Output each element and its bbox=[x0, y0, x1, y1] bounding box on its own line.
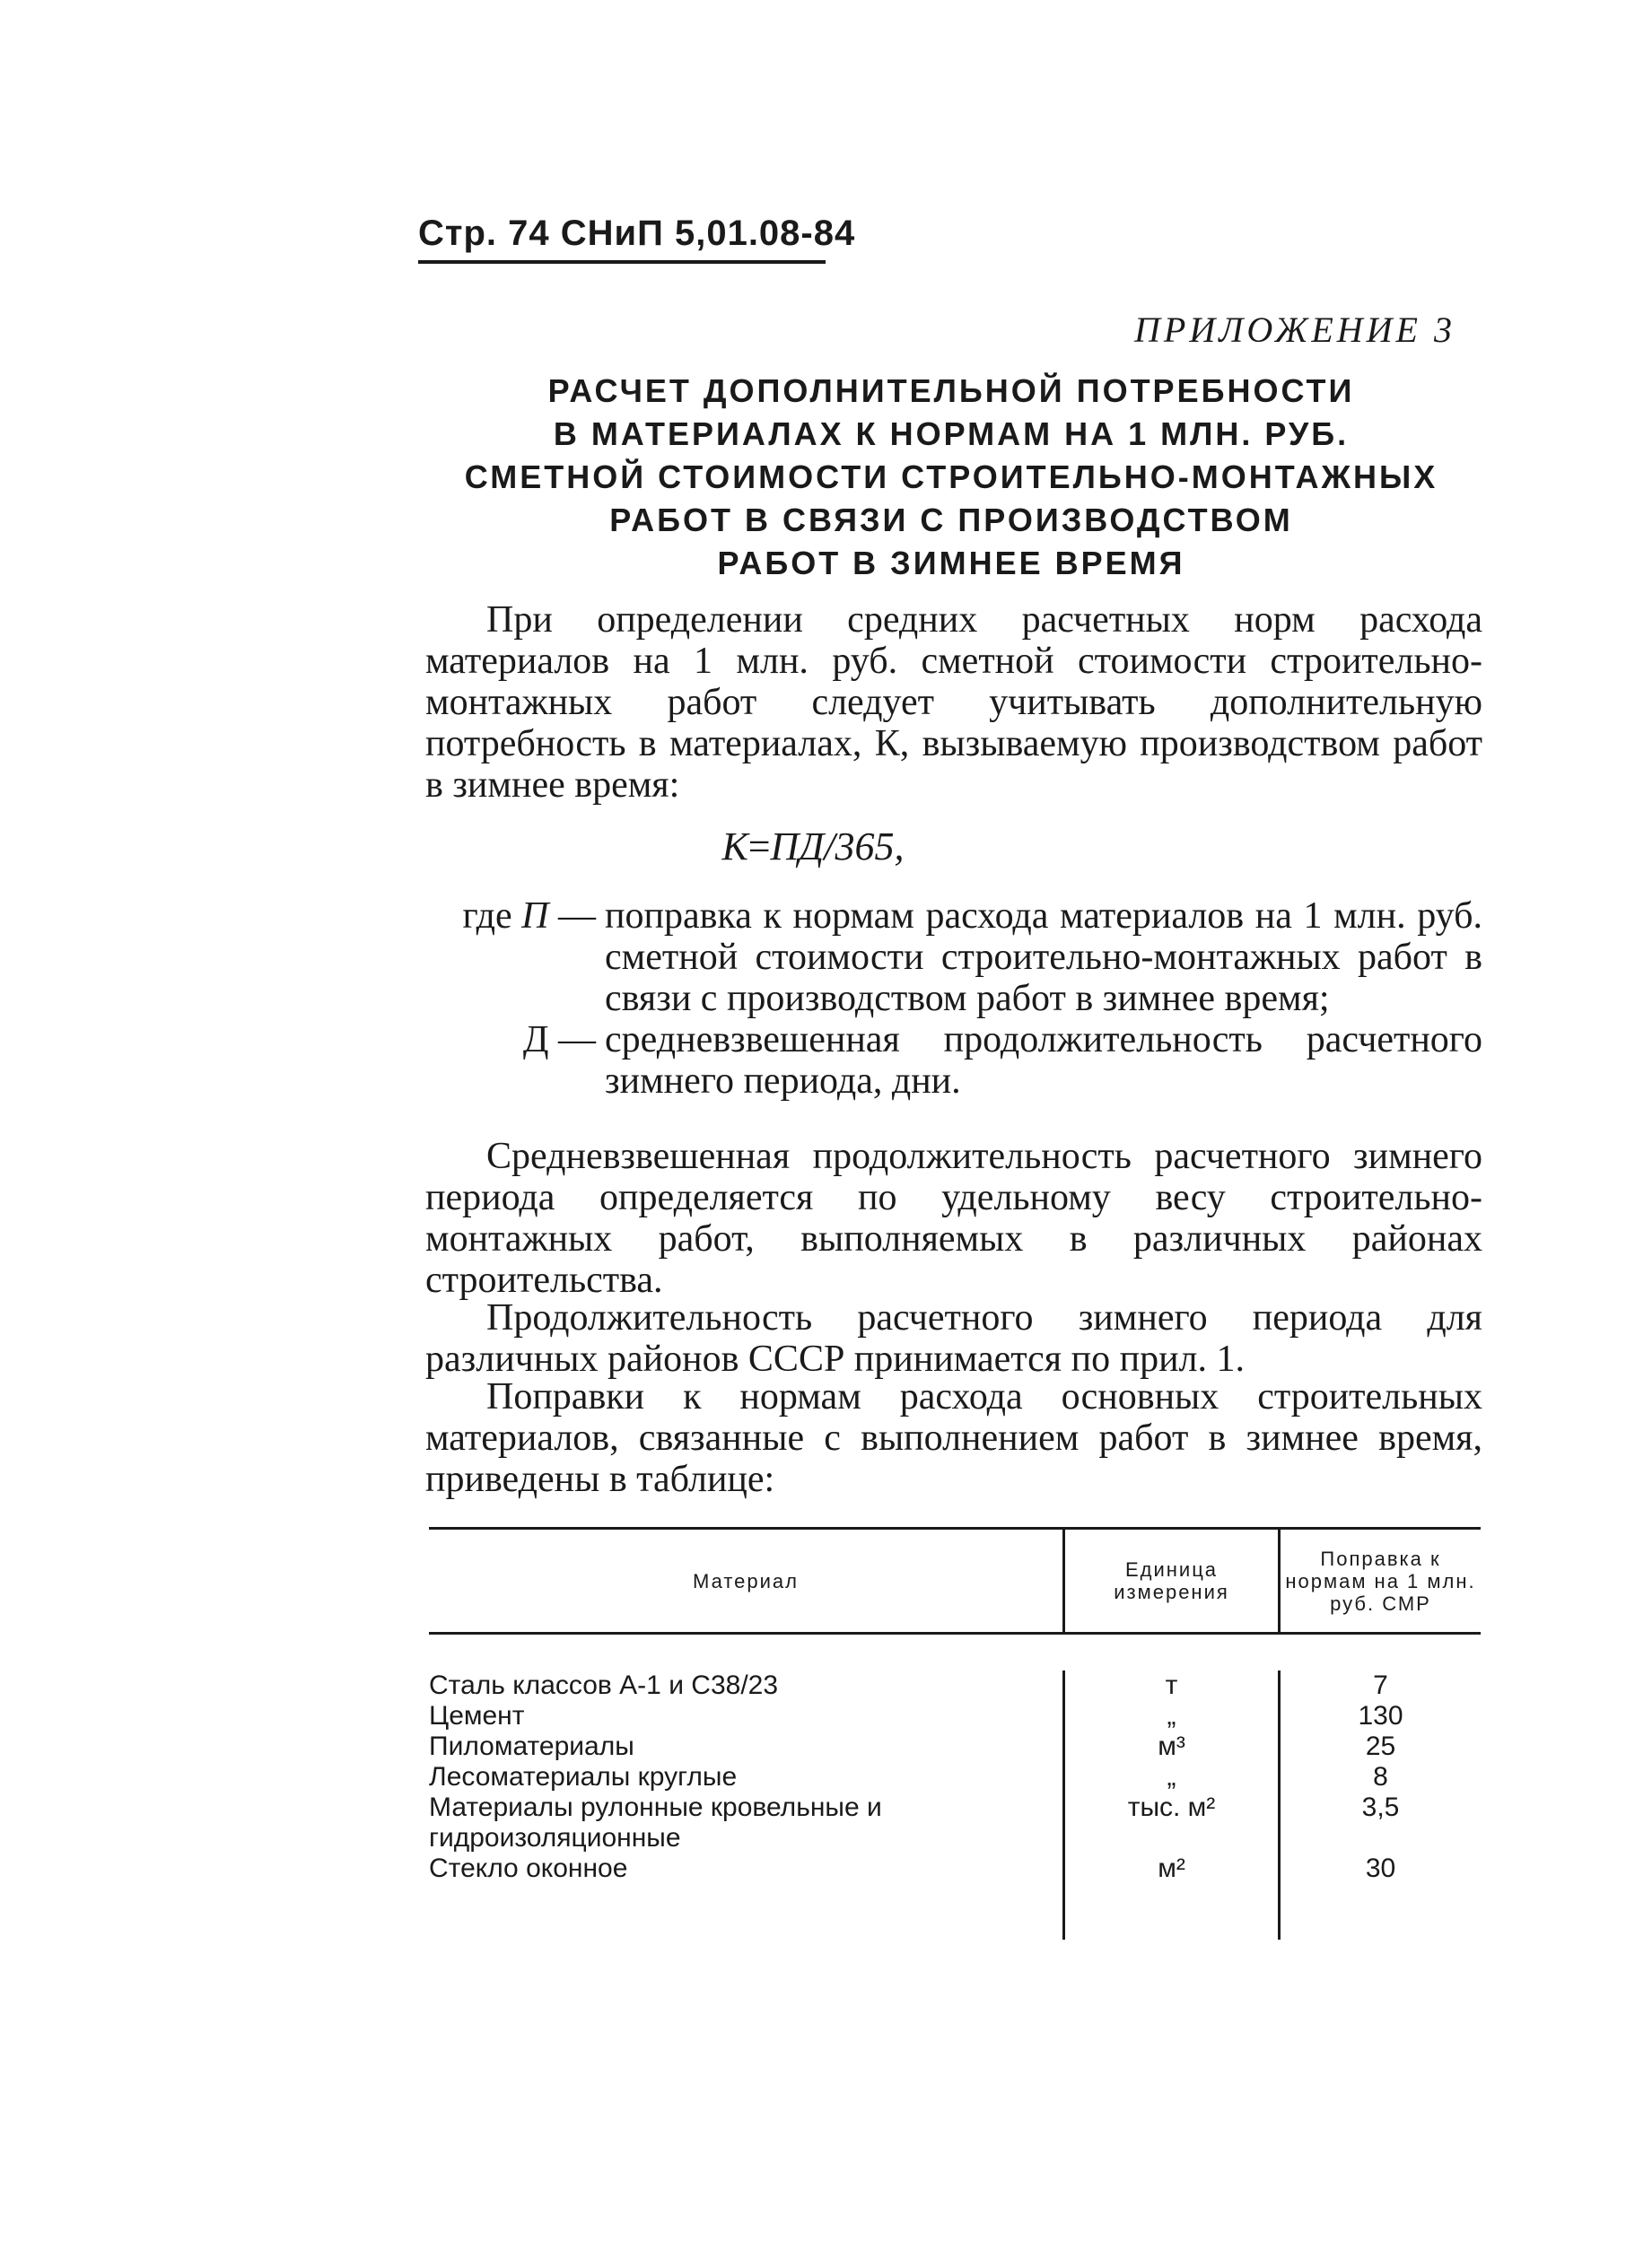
table-cell-material: Лесоматериалы круглые bbox=[429, 1762, 738, 1792]
table-cell-unit: „ bbox=[1167, 1701, 1176, 1731]
definition-term bbox=[425, 895, 605, 1019]
table-cell-unit: м³ bbox=[1158, 1732, 1185, 1761]
definition-dash: — bbox=[548, 895, 596, 937]
definition-prefix: где bbox=[462, 895, 522, 937]
title-line: СМЕТНОЙ СТОИМОСТИ СТРОИТЕЛЬНО-МОНТАЖНЫХ bbox=[464, 458, 1438, 495]
table-cell-unit: „ bbox=[1167, 1762, 1176, 1792]
table-cell-value: 3,5 bbox=[1361, 1793, 1400, 1822]
table-cell-unit: м² bbox=[1158, 1854, 1185, 1883]
definition-symbol: П bbox=[521, 895, 549, 937]
appendix-label: ПРИЛОЖЕНИЕ 3 bbox=[1134, 310, 1456, 350]
formula bbox=[0, 824, 1626, 869]
header-correction: Поправка к нормам на 1 млн. руб. СМР bbox=[1278, 1530, 1481, 1632]
table-cell-material: Сталь классов А-1 и С38/23 bbox=[429, 1670, 779, 1700]
intro-paragraph: При определении средних расчетных норм расхода материалов на 1 млн. руб. сметной стоимости строительно-монтажных работ следует учитывать дополнительную потребность в материалах, К, вызываемую производством работ в зимнее время: bbox=[425, 599, 1482, 806]
header-unit: Единица измерения bbox=[1062, 1530, 1278, 1632]
page-header: Стр. 74 СНиП 5,01.08-84 bbox=[418, 214, 856, 253]
table-cell-material: Цемент bbox=[429, 1701, 525, 1731]
title-line: РАБОТ В СВЯЗИ С ПРОИЗВОДСТВОМ bbox=[609, 502, 1293, 538]
definitions-list bbox=[425, 895, 1482, 1102]
table-cell-value: 30 bbox=[1365, 1854, 1396, 1883]
definition-item bbox=[425, 1019, 1482, 1102]
column-correction bbox=[1278, 1670, 1481, 1940]
paragraph-corrections: Поправки к нормам расхода основных строительных материалов, связанные с выполнением работ в зимнее время, приведены в таблице: bbox=[425, 1376, 1482, 1500]
title-line: РАСЧЕТ ДОПОЛНИТЕЛЬНОЙ ПОТРЕБНОСТИ bbox=[547, 372, 1355, 409]
formula-equals: = bbox=[747, 824, 771, 868]
title-line: В МАТЕРИАЛАХ К НОРМАМ НА 1 МЛН. РУБ. bbox=[553, 415, 1350, 452]
table-cell-value: 25 bbox=[1365, 1732, 1396, 1761]
definition-dash: — bbox=[548, 1019, 596, 1060]
definition-symbol: Д bbox=[522, 1019, 549, 1060]
table-cell-unit: т bbox=[1165, 1670, 1178, 1700]
paragraph-weighted-duration: Средневзвешенная продолжительность расчетного зимнего периода определяется по удельному весу строительно-монтажных работ, выполняемых в различных районах строительства. bbox=[425, 1136, 1482, 1301]
materials-table bbox=[429, 1527, 1481, 1940]
table-cell-material: Пиломатериалы bbox=[429, 1732, 634, 1761]
table-cell-material: Материалы рулонные кровельные и гидроизоляционные bbox=[429, 1793, 882, 1853]
document-title bbox=[422, 370, 1481, 585]
formula-lhs: К bbox=[721, 824, 748, 868]
definition-item bbox=[425, 895, 1482, 1019]
definition-term bbox=[425, 1019, 605, 1102]
header-underline bbox=[418, 260, 826, 264]
table-cell-value: 130 bbox=[1358, 1701, 1403, 1731]
formula-rhs: ПД/365, bbox=[770, 824, 905, 868]
title-line: РАБОТ В ЗИМНЕЕ ВРЕМЯ bbox=[717, 545, 1185, 581]
column-unit bbox=[1062, 1670, 1278, 1940]
column-material bbox=[429, 1670, 1062, 1940]
table-cell-unit: тыс. м² bbox=[1127, 1793, 1216, 1822]
definition-text: средневзвешенная продолжительность расчетного зимнего периода, дни. bbox=[605, 1019, 1482, 1102]
table-cell-material: Стекло оконное bbox=[429, 1854, 628, 1883]
header-material: Материал bbox=[693, 1569, 799, 1592]
paragraph-winter-period: Продолжительность расчетного зимнего периода для различных районов СССР принимается по прил. 1. bbox=[425, 1297, 1482, 1380]
table-body bbox=[429, 1635, 1481, 1940]
table-header-row bbox=[429, 1530, 1481, 1635]
table-cell-value: 7 bbox=[1373, 1670, 1388, 1700]
definition-text: поправка к нормам расхода материалов на 1 млн. руб. сметной стоимости строительно-монтажных работ в связи с производством работ в зимнее время; bbox=[605, 895, 1482, 1019]
table-cell-value: 8 bbox=[1373, 1762, 1388, 1792]
